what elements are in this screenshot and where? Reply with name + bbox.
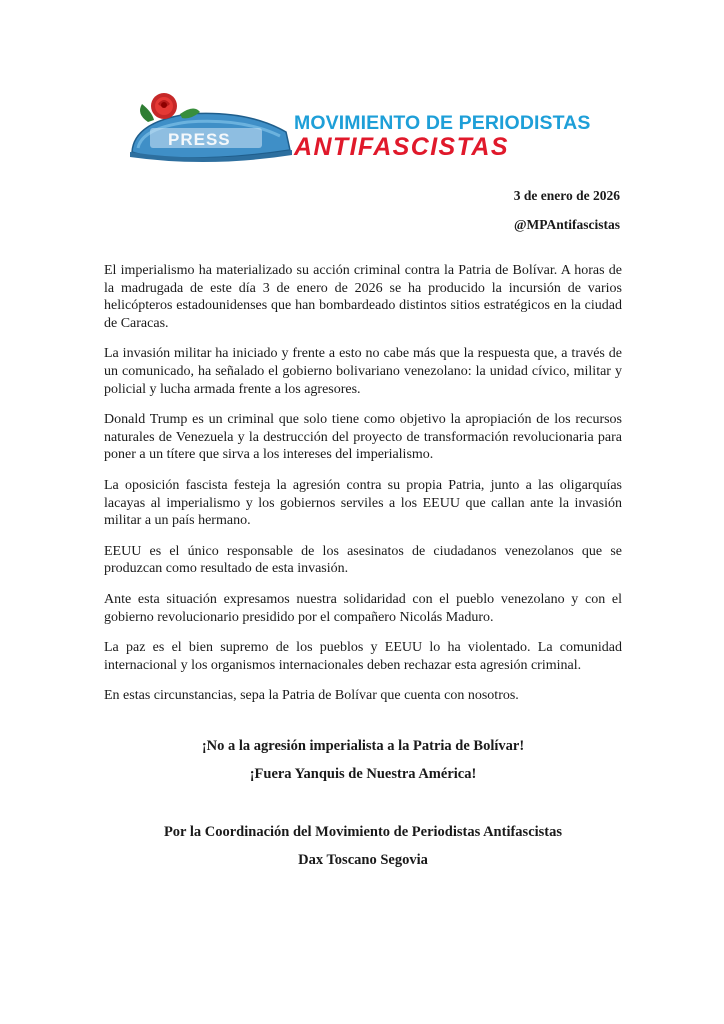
paragraph: La paz es el bien supremo de los pueblos y EEUU lo ha violentado. La comunidad internacional y los organismos internacionales deben rechazar esta agresión criminal. [104,640,622,673]
social-handle: @MPAntifascistas [513,217,620,232]
paragraph: La invasión militar ha iniciado y frente a esto no cabe más que la respuesta que, a través de un comunicado, ha señalado el gobierno bolivariano venezolano: la unidad cívico, militar y policial y lucha armada frente a los agresores. [104,346,622,397]
signature-organization: Por la Coordinación del Movimiento de Periodistas Antifascistas [163,824,563,840]
document-date: 3 de enero de 2026 [513,188,620,203]
document-meta [514,188,620,246]
paragraph: Ante esta situación expresamos nuestra solidaridad con el pueblo venezolano y con el gobierno revolucionario presidido por el compañero Nicolás Maduro. [104,591,622,625]
paragraph: EEUU es el único responsable de los asesinatos de ciudadanos venezolanos que se produzcan como resultado de esta invasión. [104,543,622,577]
statement-body [104,262,622,718]
organization-name-line2: ANTIFASCISTAS [294,132,509,161]
slogan-primary: ¡No a la agresión imperialista a la Patria de Bolívar! [201,738,525,754]
letterhead [128,92,608,164]
paragraph: Donald Trump es un criminal que solo tiene como objetivo la apropiación de los recursos naturales de Venezuela y la destrucción del proyecto de transformación revolucionaria para poner a un títere que sirva a los intereses del imperialismo. [104,412,622,463]
paragraph: La oposición fascista festeja la agresión contra su propia Patria, junto a las oligarquías lacayas al imperialismo y los gobiernos serviles a los EEUU que callan ante la invasión militar a un país hermano. [104,477,622,529]
slogan-secondary: ¡Fuera Yanquis de Nuestra América! [249,766,477,782]
organization-name-line1: MOVIMIENTO DE PERIODISTAS [294,112,591,134]
press-helmet-with-rose-icon [128,92,293,164]
paragraph: El imperialismo ha materializado su acción criminal contra la Patria de Bolívar. A horas de la madrugada de este día 3 de enero de 2026 se ha producido la incursión de varios helicópteros estadounidenses que han bombardeado distintos sitios estratégicos en la ciudad de Caracas. [104,263,622,331]
paragraph: En estas circunstancias, sepa la Patria de Bolívar que cuenta con nosotros. [104,688,519,704]
logo-press-label: PRESS [168,130,231,149]
signature-name: Dax Toscano Segovia [298,852,428,868]
organization-name [294,114,590,160]
